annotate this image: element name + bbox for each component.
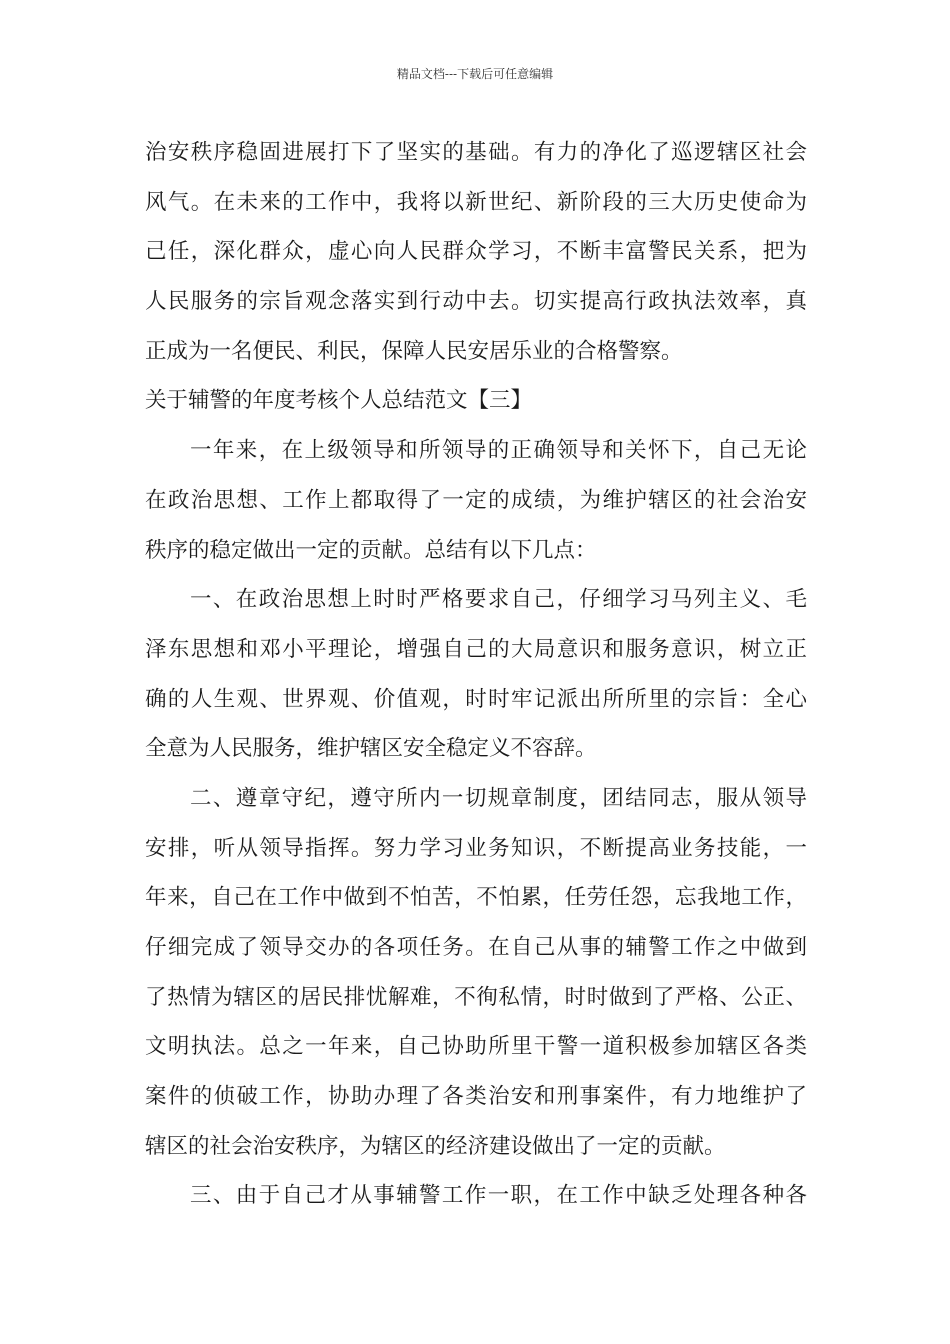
page-header: 精品文档---下载后可任意编辑 bbox=[396, 67, 554, 81]
text-line: 文明执法。总之一年来，自己协助所里干警一道积极参加辖区各类 bbox=[145, 1034, 807, 1060]
text-line: 人民服务的宗旨观念落实到行动中去。切实提高行政执法效率，真 bbox=[145, 289, 807, 315]
text-line: 己任，深化群众，虚心向人民群众学习，不断丰富警民关系，把为 bbox=[145, 239, 807, 265]
text-line: 三、由于自己才从事辅警工作一职，在工作中缺乏处理各种各 bbox=[190, 1183, 807, 1209]
text-line: 仔细完成了领导交办的各项任务。在自己从事的辅警工作之中做到 bbox=[145, 935, 807, 960]
text-line: 在政治思想、工作上都取得了一定的成绩，为维护辖区的社会治安 bbox=[145, 487, 807, 513]
text-line: 泽东思想和邓小平理论，增强自己的大局意识和服务意识，树立正 bbox=[145, 636, 807, 662]
text-line: 秩序的稳定做出一定的贡献。总结有以下几点： bbox=[145, 537, 597, 563]
text-line: 全意为人民服务，维护辖区安全稳定义不容辞。 bbox=[145, 736, 597, 762]
document-body bbox=[145, 128, 807, 1221]
text-line: 辖区的社会治安秩序，为辖区的经济建设做出了一定的贡献。 bbox=[145, 1133, 726, 1159]
section-heading: 关于辅警的年度考核个人总结范文【三】 bbox=[145, 388, 533, 414]
text-line: 年来，自己在工作中做到不怕苦，不怕累，任劳任怨，忘我地工作， bbox=[145, 885, 807, 911]
text-line: 风气。在未来的工作中，我将以新世纪、新阶段的三大历史使命为 bbox=[145, 189, 807, 215]
text-line: 案件的侦破工作，协助办理了各类治安和刑事案件，有力地维护了 bbox=[145, 1084, 807, 1110]
text-line: 二、遵章守纪，遵守所内一切规章制度，团结同志，服从领导 bbox=[190, 785, 807, 811]
text-line: 治安秩序稳固进展打下了坚实的基础。有力的净化了巡逻辖区社会 bbox=[145, 140, 807, 165]
text-line: 一年来，在上级领导和所领导的正确领导和关怀下，自己无论 bbox=[190, 438, 807, 464]
text-line: 一、在政治思想上时时严格要求自己，仔细学习马列主义、毛 bbox=[190, 587, 807, 613]
text-line: 了热情为辖区的居民排忧解难，不徇私情，时时做到了严格、公正、 bbox=[145, 984, 807, 1010]
text-line: 正成为一名便民、利民，保障人民安居乐业的合格警察。 bbox=[145, 338, 683, 364]
text-line: 安排，听从领导指挥。努力学习业务知识，不断提高业务技能，一 bbox=[145, 835, 807, 861]
text-line: 确的人生观、世界观、价值观，时时牢记派出所所里的宗旨：全心 bbox=[145, 686, 807, 712]
